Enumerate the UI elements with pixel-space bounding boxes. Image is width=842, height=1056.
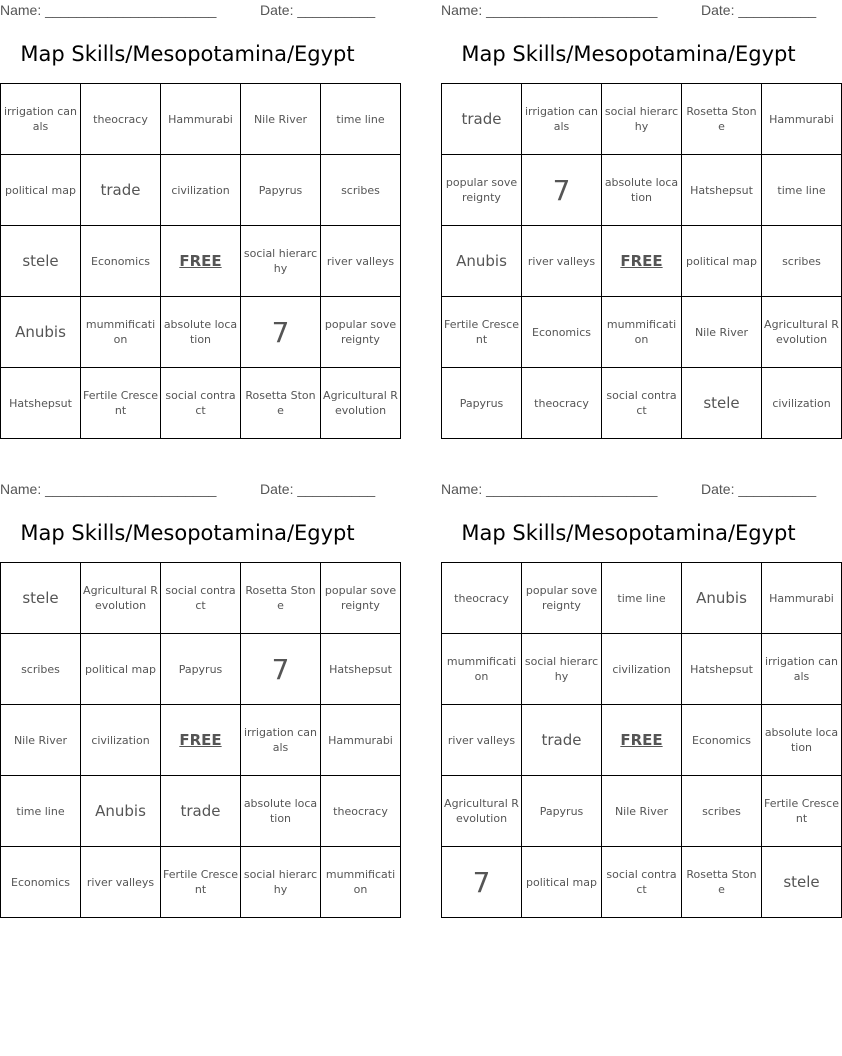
- bingo-cell[interactable]: scribes: [1, 634, 81, 705]
- bingo-card-3: [0, 479, 397, 919]
- bingo-card-2: [441, 0, 839, 440]
- bingo-cell[interactable]: time line: [602, 563, 682, 634]
- bingo-cell[interactable]: Rosetta Stone: [682, 84, 762, 155]
- bingo-cell[interactable]: Rosetta Stone: [241, 563, 321, 634]
- bingo-cell[interactable]: Hammurabi: [161, 84, 241, 155]
- bingo-cell[interactable]: Agricultural Revolution: [81, 563, 161, 634]
- bingo-cell[interactable]: social hierarchy: [522, 634, 602, 705]
- bingo-cell[interactable]: theocracy: [81, 84, 161, 155]
- bingo-cell[interactable]: 7: [522, 155, 602, 226]
- bingo-cell[interactable]: civilization: [602, 634, 682, 705]
- bingo-cell[interactable]: 7: [442, 847, 522, 918]
- bingo-cell[interactable]: civilization: [81, 705, 161, 776]
- bingo-cell[interactable]: 7: [241, 634, 321, 705]
- bingo-cell[interactable]: Nile River: [241, 84, 321, 155]
- bingo-cell[interactable]: Agricultural Revolution: [321, 368, 401, 439]
- bingo-cell[interactable]: Fertile Crescent: [442, 297, 522, 368]
- bingo-cell[interactable]: absolute location: [241, 776, 321, 847]
- bingo-cell[interactable]: Agricultural Revolution: [762, 297, 842, 368]
- bingo-cell[interactable]: trade: [161, 776, 241, 847]
- bingo-cell[interactable]: stele: [682, 368, 762, 439]
- bingo-cell[interactable]: political map: [1, 155, 81, 226]
- bingo-cell[interactable]: Hatshepsut: [321, 634, 401, 705]
- bingo-card-1: [0, 0, 398, 440]
- bingo-cell[interactable]: Hammurabi: [321, 705, 401, 776]
- bingo-cell[interactable]: scribes: [682, 776, 762, 847]
- bingo-cell[interactable]: Nile River: [1, 705, 81, 776]
- bingo-cell[interactable]: Papyrus: [161, 634, 241, 705]
- bingo-cell[interactable]: Hammurabi: [762, 84, 842, 155]
- grid-row: [1, 368, 401, 439]
- name-date-row: [441, 2, 816, 20]
- name-field[interactable]: Name: ______________________: [441, 2, 658, 18]
- free-space[interactable]: FREE: [161, 705, 241, 776]
- bingo-cell[interactable]: popular sovereignty: [321, 297, 401, 368]
- card-title: Map Skills/Mesopotamina/Egypt: [461, 42, 796, 66]
- free-space[interactable]: FREE: [161, 226, 241, 297]
- grid-row: [1, 226, 401, 297]
- bingo-cell[interactable]: civilization: [762, 368, 842, 439]
- free-space[interactable]: FREE: [602, 226, 682, 297]
- bingo-cell[interactable]: Hatshepsut: [682, 155, 762, 226]
- bingo-card-4: [441, 479, 839, 919]
- grid-row: [1, 155, 401, 226]
- date-field[interactable]: Date: __________: [701, 481, 817, 497]
- name-date-row: [441, 481, 816, 499]
- grid-row: [1, 297, 401, 368]
- grid-row: [442, 634, 842, 705]
- bingo-cell[interactable]: Economics: [522, 297, 602, 368]
- bingo-cell[interactable]: stele: [1, 226, 81, 297]
- bingo-cell[interactable]: Anubis: [81, 776, 161, 847]
- bingo-cell[interactable]: absolute location: [762, 705, 842, 776]
- grid-row: [1, 847, 401, 918]
- bingo-cell[interactable]: mummification: [602, 297, 682, 368]
- bingo-grid: [441, 562, 842, 918]
- bingo-cell[interactable]: social hierarchy: [602, 84, 682, 155]
- bingo-cell[interactable]: Fertile Crescent: [762, 776, 842, 847]
- bingo-cell[interactable]: mummification: [442, 634, 522, 705]
- bingo-cell[interactable]: Nile River: [602, 776, 682, 847]
- bingo-cell[interactable]: mummification: [321, 847, 401, 918]
- bingo-cell[interactable]: Anubis: [442, 226, 522, 297]
- bingo-cell[interactable]: Hatshepsut: [1, 368, 81, 439]
- free-space[interactable]: FREE: [602, 705, 682, 776]
- bingo-cell[interactable]: Agricultural Revolution: [442, 776, 522, 847]
- bingo-cell[interactable]: trade: [442, 84, 522, 155]
- grid-row: [1, 705, 401, 776]
- grid-row: [442, 847, 842, 918]
- bingo-cell[interactable]: Rosetta Stone: [241, 368, 321, 439]
- bingo-cell[interactable]: popular sovereignty: [321, 563, 401, 634]
- grid-row: [442, 226, 842, 297]
- bingo-cell[interactable]: social contract: [161, 563, 241, 634]
- name-date-row: [0, 481, 375, 499]
- bingo-cell[interactable]: river valleys: [81, 847, 161, 918]
- date-field[interactable]: Date: __________: [260, 2, 376, 18]
- bingo-cell[interactable]: political map: [81, 634, 161, 705]
- bingo-cell[interactable]: social contract: [602, 368, 682, 439]
- date-field[interactable]: Date: __________: [260, 481, 376, 497]
- bingo-cell[interactable]: trade: [522, 705, 602, 776]
- bingo-cell[interactable]: Papyrus: [522, 776, 602, 847]
- bingo-cell[interactable]: Economics: [1, 847, 81, 918]
- grid-row: [442, 155, 842, 226]
- grid-row: [442, 297, 842, 368]
- bingo-cell[interactable]: river valleys: [321, 226, 401, 297]
- bingo-cell[interactable]: Papyrus: [442, 368, 522, 439]
- bingo-cell[interactable]: river valleys: [522, 226, 602, 297]
- bingo-cell[interactable]: scribes: [762, 226, 842, 297]
- card-title: Map Skills/Mesopotamina/Egypt: [461, 521, 796, 545]
- bingo-cell[interactable]: absolute location: [161, 297, 241, 368]
- bingo-cell[interactable]: irrigation canals: [1, 84, 81, 155]
- grid-row: [442, 368, 842, 439]
- bingo-cell[interactable]: absolute location: [602, 155, 682, 226]
- date-field[interactable]: Date: __________: [701, 2, 817, 18]
- bingo-cell[interactable]: Hammurabi: [762, 563, 842, 634]
- bingo-cell[interactable]: 7: [241, 297, 321, 368]
- bingo-cell[interactable]: Economics: [81, 226, 161, 297]
- bingo-cell[interactable]: social contract: [602, 847, 682, 918]
- bingo-cell[interactable]: social hierarchy: [241, 847, 321, 918]
- grid-row: [442, 776, 842, 847]
- bingo-cell[interactable]: time line: [321, 84, 401, 155]
- bingo-cell[interactable]: mummification: [81, 297, 161, 368]
- bingo-cell[interactable]: irrigation canals: [241, 705, 321, 776]
- bingo-cell[interactable]: Nile River: [682, 297, 762, 368]
- bingo-cell[interactable]: stele: [762, 847, 842, 918]
- bingo-cell[interactable]: popular sovereignty: [522, 563, 602, 634]
- bingo-cell[interactable]: stele: [1, 563, 81, 634]
- grid-row: [442, 84, 842, 155]
- bingo-cell[interactable]: time line: [1, 776, 81, 847]
- bingo-cell[interactable]: Economics: [682, 705, 762, 776]
- grid-row: [442, 705, 842, 776]
- grid-row: [1, 84, 401, 155]
- bingo-cell[interactable]: political map: [522, 847, 602, 918]
- bingo-cell[interactable]: river valleys: [442, 705, 522, 776]
- bingo-cell[interactable]: Rosetta Stone: [682, 847, 762, 918]
- name-field[interactable]: Name: ______________________: [0, 2, 217, 18]
- bingo-cell[interactable]: social contract: [161, 368, 241, 439]
- grid-row: [1, 776, 401, 847]
- grid-row: [442, 563, 842, 634]
- grid-row: [1, 634, 401, 705]
- bingo-cell[interactable]: Fertile Crescent: [161, 847, 241, 918]
- bingo-cell[interactable]: irrigation canals: [762, 634, 842, 705]
- bingo-cell[interactable]: theocracy: [522, 368, 602, 439]
- bingo-cell[interactable]: trade: [81, 155, 161, 226]
- bingo-cell[interactable]: popular sovereignty: [442, 155, 522, 226]
- bingo-cell[interactable]: Anubis: [682, 563, 762, 634]
- bingo-cell[interactable]: theocracy: [321, 776, 401, 847]
- card-title: Map Skills/Mesopotamina/Egypt: [20, 42, 355, 66]
- grid-row: [1, 563, 401, 634]
- bingo-cell[interactable]: Hatshepsut: [682, 634, 762, 705]
- bingo-cell[interactable]: theocracy: [442, 563, 522, 634]
- name-date-row: [0, 2, 375, 20]
- bingo-grid: [0, 562, 401, 918]
- bingo-cell[interactable]: irrigation canals: [522, 84, 602, 155]
- bingo-cell[interactable]: Fertile Crescent: [81, 368, 161, 439]
- bingo-cell[interactable]: time line: [762, 155, 842, 226]
- bingo-cell[interactable]: social hierarchy: [241, 226, 321, 297]
- bingo-grid: [441, 83, 842, 439]
- name-field[interactable]: Name: ______________________: [0, 481, 217, 497]
- bingo-cell[interactable]: Anubis: [1, 297, 81, 368]
- card-title: Map Skills/Mesopotamina/Egypt: [20, 521, 355, 545]
- bingo-cell[interactable]: civilization: [161, 155, 241, 226]
- bingo-cell[interactable]: Papyrus: [241, 155, 321, 226]
- bingo-cell[interactable]: political map: [682, 226, 762, 297]
- name-field[interactable]: Name: ______________________: [441, 481, 658, 497]
- bingo-grid: [0, 83, 401, 439]
- bingo-cell[interactable]: scribes: [321, 155, 401, 226]
